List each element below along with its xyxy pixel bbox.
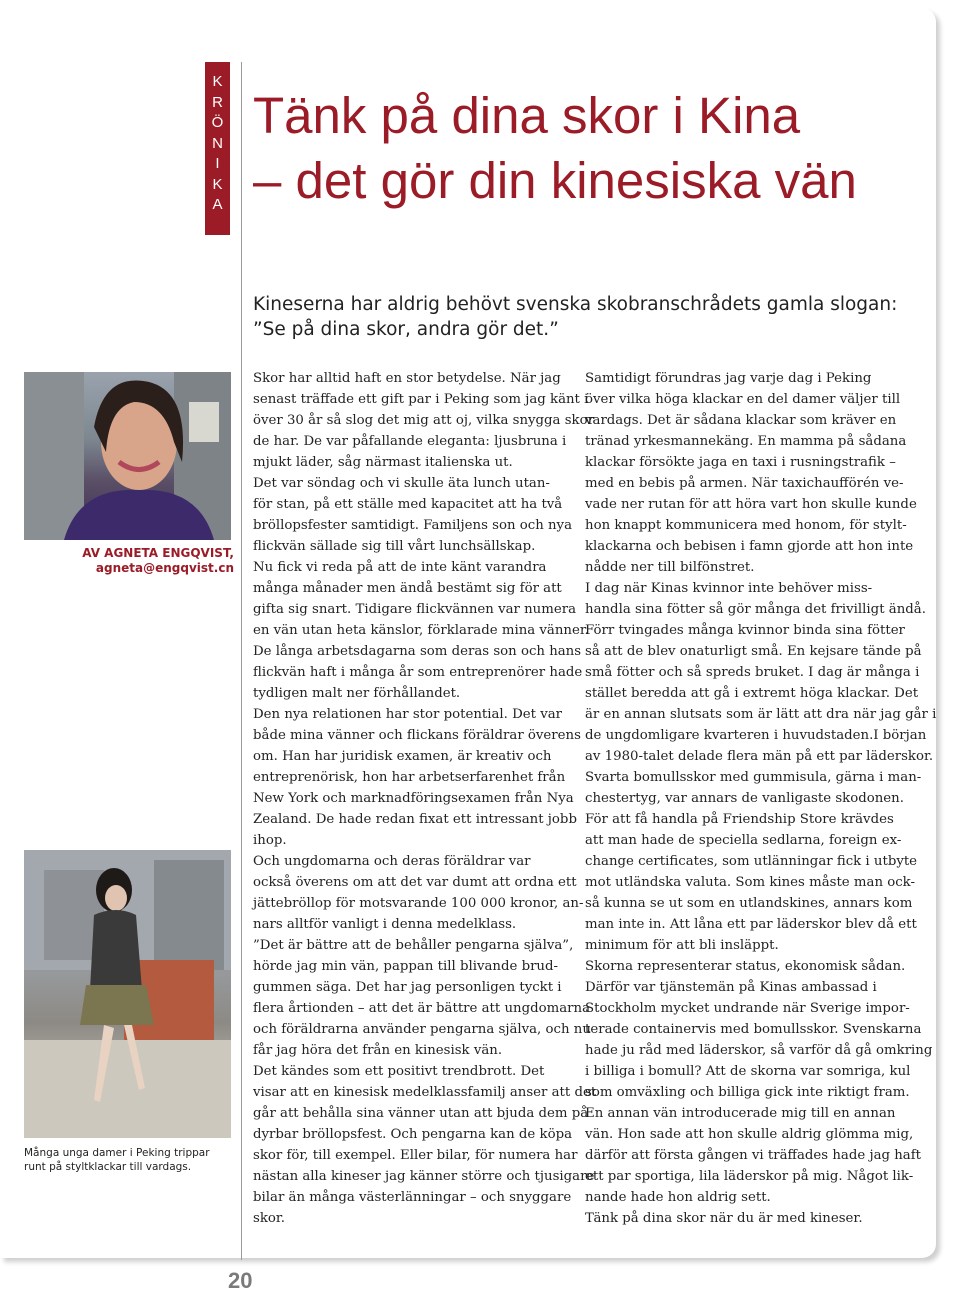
- text-line: om. Han har juridisk examen, är kreativ och: [253, 749, 552, 764]
- text-line: terade containervis med bomullsskor. Svenskarna: [585, 1022, 922, 1037]
- text-line: Förr tvingades många kvinnor binda sina fötter: [585, 623, 905, 638]
- text-line: Skorna representerar status, ekonomisk sådan.: [585, 959, 906, 974]
- text-line: nästan alla kineser jag känner större och tjusigare: [253, 1169, 595, 1184]
- text-line: att man hade de speciella sedlarna, foreign ex-: [585, 833, 902, 848]
- lead-line-1: Kineserna har aldrig behövt svenska skobranschrådets gamla slogan:: [253, 294, 898, 315]
- text-line: nådde ner till bilfönstret.: [585, 560, 755, 575]
- text-line: i billiga i bomull? Att de skorna var somriga, kul: [585, 1064, 911, 1079]
- caption-line-2: runt på styltklackar till vardags.: [24, 1161, 192, 1173]
- text-line: Nu fick vi reda på att de inte känt varandra: [253, 560, 547, 575]
- text-line: Tänk på dina skor när du är med kineser.: [585, 1211, 863, 1226]
- text-line: vän. Hon sade att hon skulle aldrig glömma mig,: [585, 1127, 914, 1142]
- author-email[interactable]: agneta@engqvist.cn: [95, 561, 234, 575]
- section-letter: A: [212, 196, 223, 213]
- text-line: ”Det är bättre att de behåller pengarna själva”,: [253, 938, 574, 953]
- text-line: klackar försökte jaga en taxi i rusningstrafik –: [585, 455, 896, 470]
- text-line: vade ner rutan för att höra vart hon skulle kunde: [585, 497, 917, 512]
- text-line: Samtidigt förundras jag varje dag i Peking: [585, 371, 872, 386]
- text-line: minimum för att bli insläppt.: [585, 938, 779, 953]
- byline: [24, 546, 234, 576]
- text-line: skor.: [253, 1211, 286, 1226]
- text-line: så att de blev onaturligt små. En kejsare tände på: [585, 644, 922, 659]
- street-photo: [24, 850, 231, 1138]
- text-line: över vilka höga klackar en del damer väljer till: [585, 392, 901, 407]
- text-line: change certificates, som utlänningar fick i utbyte: [585, 854, 918, 869]
- lead-line-2: ”Se på dina skor, andra gör det.”: [253, 319, 559, 340]
- text-line: nande hade hon aldrig sett.: [585, 1190, 771, 1205]
- text-line: Därför var tjänstemän på Kinas ambassad i: [585, 980, 877, 995]
- text-line: klackarna och bebisen i famn gjorde att hon inte: [585, 539, 914, 554]
- text-line: Det kändes som ett positivt trendbrott. Det: [253, 1064, 545, 1079]
- text-line: vardags. Det är sådana klackar som kräver en: [585, 413, 897, 428]
- text-line: en vän utan heta känslor, förklarade mina vänner.: [253, 623, 589, 638]
- text-line: Och ungdomarna och deras föräldrar var: [253, 854, 531, 869]
- text-line: ihop.: [253, 833, 287, 848]
- text-line: För att få handla på Friendship Store krävdes: [585, 812, 894, 827]
- text-line: för stan, på ett ställe med kapacitet att ha två: [253, 497, 563, 512]
- author-name: AV AGNETA ENGQVIST,: [82, 546, 234, 560]
- text-line: visar att en kinesisk medelklassfamilj anser att det: [253, 1085, 597, 1100]
- page-number: 20: [228, 1268, 253, 1293]
- section-letter: R: [212, 93, 223, 111]
- article-title: [253, 83, 857, 213]
- text-line: handla sina fötter så gör många det frivilligt ändå.: [585, 602, 926, 617]
- text-line: hade ju råd med läderskor, så varför då gå omkring: [585, 1043, 933, 1058]
- body-column-1: [253, 368, 597, 1229]
- column-divider: [241, 62, 242, 1260]
- text-line: Den nya relationen har stor potential. Det var: [253, 707, 563, 722]
- photo-caption: [24, 1146, 214, 1174]
- text-line: flera årtionden – att det är bättre att ungdomarna: [253, 1001, 591, 1016]
- text-line: nars alltför vanligt i denna medelklass.: [253, 917, 517, 932]
- text-line: entreprenörisk, hon har arbetserfarenhet från: [253, 770, 566, 785]
- text-line: ett par sportiga, lila läderskor på mig. Något lik-: [585, 1169, 914, 1184]
- text-line: Svarta bomullsskor med gummisula, gärna i man-: [585, 770, 922, 785]
- text-line: I dag när Kinas kvinnor inte behöver miss-: [585, 581, 873, 596]
- text-line: också överens om att det var dumt att ordna ett: [253, 875, 577, 890]
- text-line: därför att första gången vi träffades hade jag haft: [585, 1148, 921, 1163]
- title-line-1: Tänk på dina skor i Kina: [253, 87, 801, 144]
- section-letter: K: [212, 175, 223, 193]
- text-line: New York och marknadföringsexamen från Nya: [253, 791, 574, 806]
- text-line: En annan vän introducerade mig till en annan: [585, 1106, 896, 1121]
- text-line: mjukt läder, såg närmast italienska ut.: [253, 455, 513, 470]
- text-line: och föräldrarna använder pengarna själva, och nu: [253, 1022, 591, 1037]
- body-column-2: [585, 368, 937, 1229]
- text-line: tydligen malt ner förhållandet.: [253, 686, 461, 701]
- text-line: både mina vänner och flickans föräldrar överens: [253, 728, 581, 743]
- text-line: med en bebis på armen. När taxichaufförén ve-: [585, 476, 904, 491]
- text-line: Det var söndag och vi skulle äta lunch utan-: [253, 476, 550, 491]
- text-line: senast träffade ett gift par i Peking som jag känt i: [253, 392, 589, 407]
- text-line: tränad yrkesmannekäng. En mamma på sådana: [585, 434, 907, 449]
- text-line: stället beredda att gå i extremt höga klackar. Det: [585, 686, 919, 701]
- text-line: av 1980-talet delade flera män på ett par läderskor.: [585, 749, 934, 764]
- text-line: hon knappt kommunicera med honom, för stylt-: [585, 518, 907, 533]
- text-line: man inte in. Att låna ett par läderskor blev då ett: [585, 917, 917, 932]
- text-line: flickvän sällade sig till vårt lunchsällskap.: [253, 539, 536, 554]
- caption-line-1: Många unga damer i Peking trippar: [24, 1147, 210, 1159]
- section-letter: Ö: [211, 114, 224, 131]
- text-line: skor för, till exempel. Eller bilar, för numera har: [253, 1148, 578, 1163]
- author-photo-illustration: [24, 372, 231, 540]
- text-line: Zealand. De hade redan fixat ett intressant jobb: [253, 812, 577, 827]
- text-line: bilar än många västerlänningar – och snyggare: [253, 1190, 572, 1205]
- section-letter: N: [212, 134, 223, 152]
- title-line-2: – det gör din kinesiska vän: [253, 152, 857, 209]
- street-photo-illustration: [24, 850, 231, 1138]
- text-line: små fötter och så spreds bruket. I dag är många i: [585, 665, 920, 680]
- text-line: de har. De var påfallande eleganta: ljusbruna i: [253, 434, 567, 449]
- text-line: får jag höra det från en kinesisk vän.: [253, 1043, 503, 1058]
- text-line: Skor har alltid haft en stor betydelse. När jag: [253, 371, 561, 386]
- article-lead: [253, 292, 897, 342]
- text-line: bröllopsfester samtidigt. Familjens son och nya: [253, 518, 572, 533]
- text-line: hörde jag min vän, pappan till blivande brud-: [253, 959, 559, 974]
- section-letter: K: [212, 73, 223, 90]
- author-photo: [24, 372, 231, 540]
- text-line: flickvän haft i många år som entreprenörer hade: [253, 665, 583, 680]
- text-line: många månader men ändå bestämt sig för att: [253, 581, 562, 596]
- text-line: går att behålla sina vänner utan att bjuda dem på: [253, 1106, 589, 1121]
- text-line: mot utländska valuta. Som kines måste man ock-: [585, 875, 916, 890]
- text-line: chestertyg, var annars de vanligaste skodonen.: [585, 791, 904, 806]
- text-line: gummen säga. Det har jag personligen tyckt i: [253, 980, 562, 995]
- text-line: över 30 år så slog det mig att oj, vilka snygga skor: [253, 413, 594, 428]
- text-line: gifta sig snart. Tidigare flickvännen var numera: [253, 602, 577, 617]
- text-line: som omväxling och billiga gick inte riktigt fram.: [585, 1085, 910, 1100]
- text-line: jättebröllop för motsvarande 100 000 kronor, an-: [253, 896, 584, 911]
- text-line: De långa arbetsdagarna som deras son och hans: [253, 644, 582, 659]
- section-label-kronika: [205, 62, 230, 235]
- text-line: de ungdomligare kvarteren i huvudstaden.I början: [585, 728, 927, 743]
- section-letter: I: [215, 155, 220, 172]
- text-line: är en annan slutsats som är lätt att dra när jag går i: [585, 707, 937, 722]
- text-line: Stockholm mycket undrande när Sverige impor-: [585, 1001, 910, 1016]
- text-line: så kunna se ut som en utlandskines, annars kom: [585, 896, 913, 911]
- text-line: dyrbar bröllopsfest. Och pengarna kan de köpa: [253, 1127, 573, 1142]
